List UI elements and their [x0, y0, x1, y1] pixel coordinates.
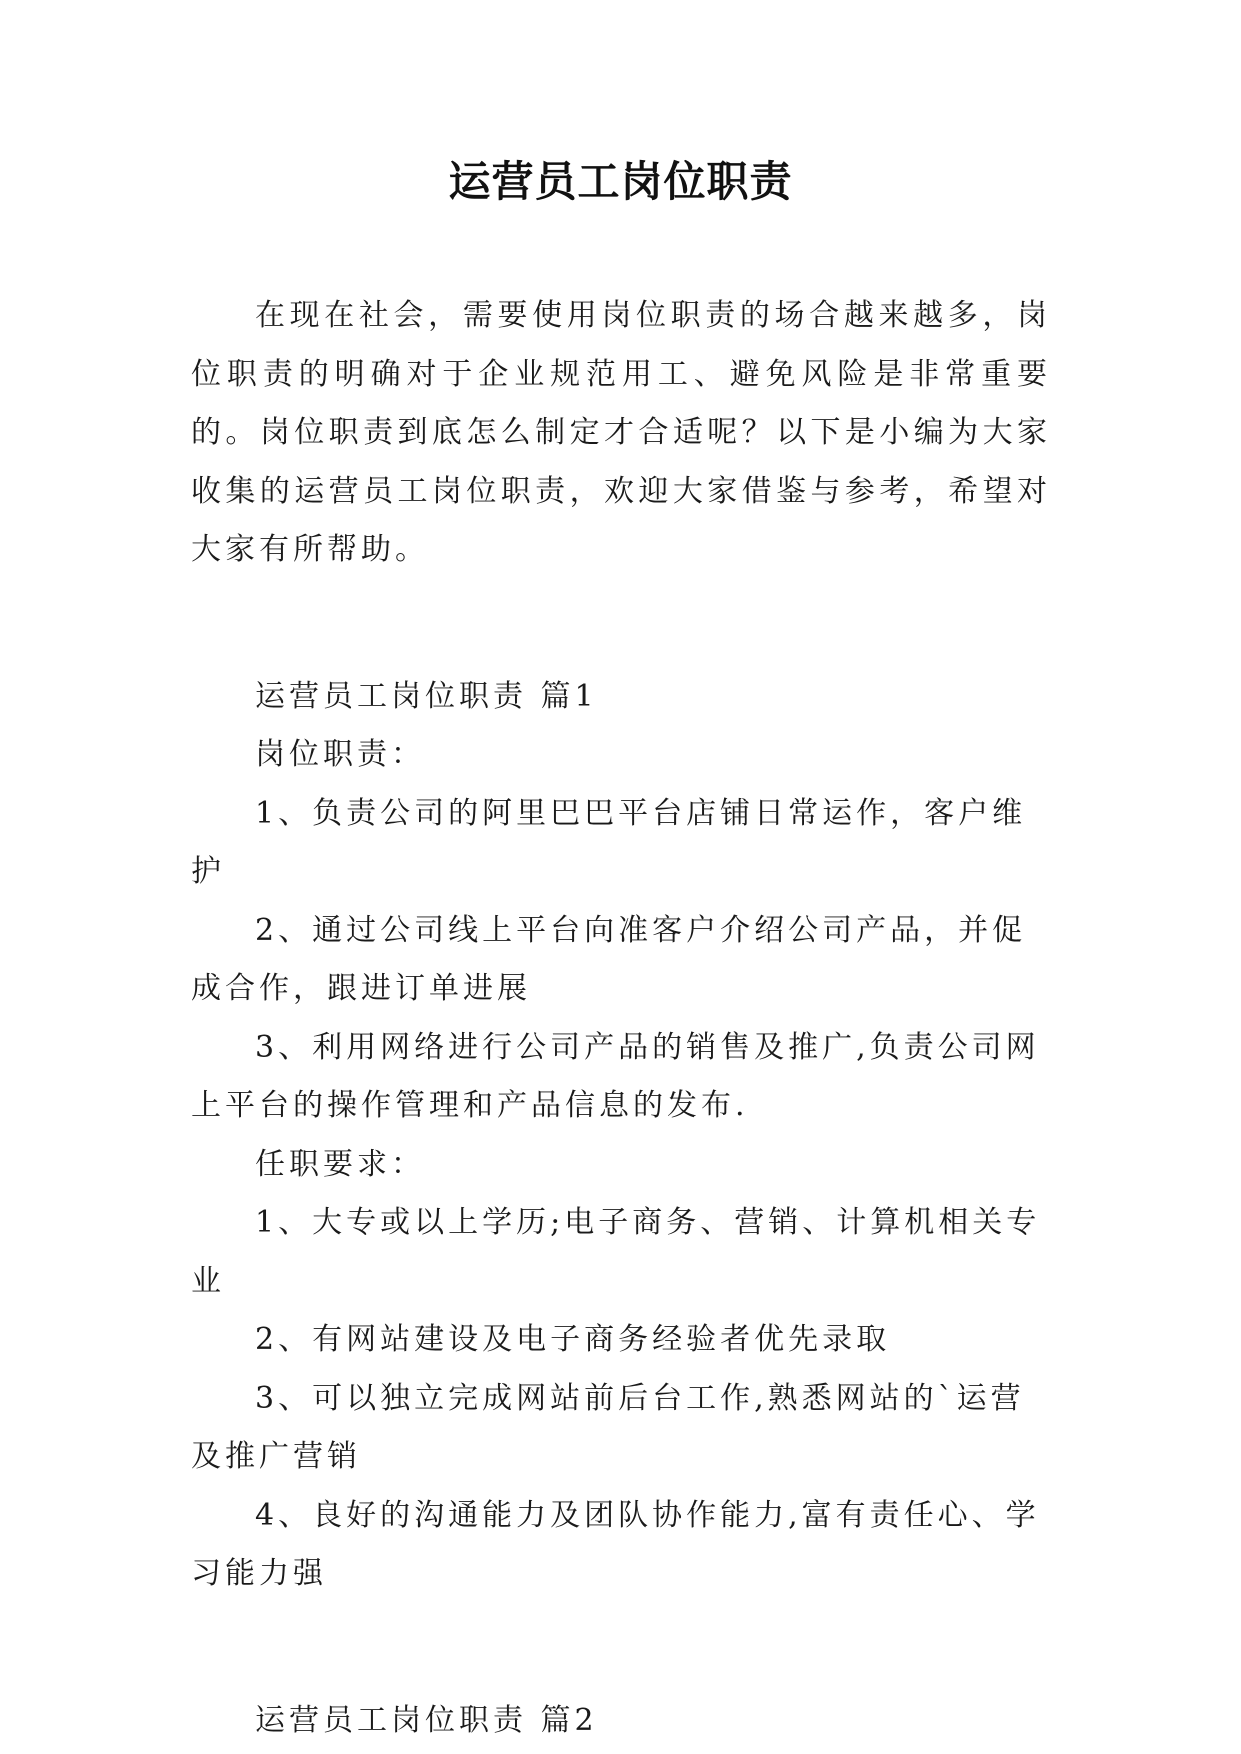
document-title: 运营员工岗位职责 [448, 157, 793, 206]
requirements-label: 任职要求： [255, 1146, 425, 1182]
duty-item: 1、负责公司的阿里巴巴平台店铺日常运作，客户维护 [191, 795, 1027, 889]
section-spacer [191, 1604, 1051, 1692]
intro-paragraph: 在现在社会，需要使用岗位职责的场合越来越多，岗位职责的明确对于企业规范用工、避免风险是非常重要的。岗位职责到底怎么制定才合适呢？以下是小编为大家收集的运营员工岗位职责，欢迎大家借鉴与参考，希望对大家有所帮助。 [191, 298, 1051, 567]
requirement-item: 4、良好的沟通能力及团队协作能力,富有责任心、学习能力强 [191, 1497, 1040, 1591]
requirement-item: 2、有网站建设及电子商务经验者优先录取 [255, 1322, 891, 1357]
section-spacer [191, 580, 1051, 668]
section-heading: 运营员工岗位职责 篇1 [255, 678, 598, 714]
duty-item: 3、利用网络进行公司产品的销售及推广,负责公司网上平台的操作管理和产品信息的发布. [191, 1029, 1040, 1123]
requirement-item: 3、可以独立完成网站前后台工作,熟悉网站的`运营及推广营销 [191, 1380, 1025, 1474]
requirement-item: 1、大专或以上学历;电子商务、营销、计算机相关专业 [191, 1205, 1041, 1299]
duties-label: 岗位职责： [255, 737, 425, 772]
document-body [191, 287, 1051, 1750]
section-heading: 运营员工岗位职责 篇2 [255, 1702, 598, 1738]
duty-item: 2、通过公司线上平台向准客户介绍公司产品，并促成合作，跟进订单进展 [191, 912, 1027, 1006]
